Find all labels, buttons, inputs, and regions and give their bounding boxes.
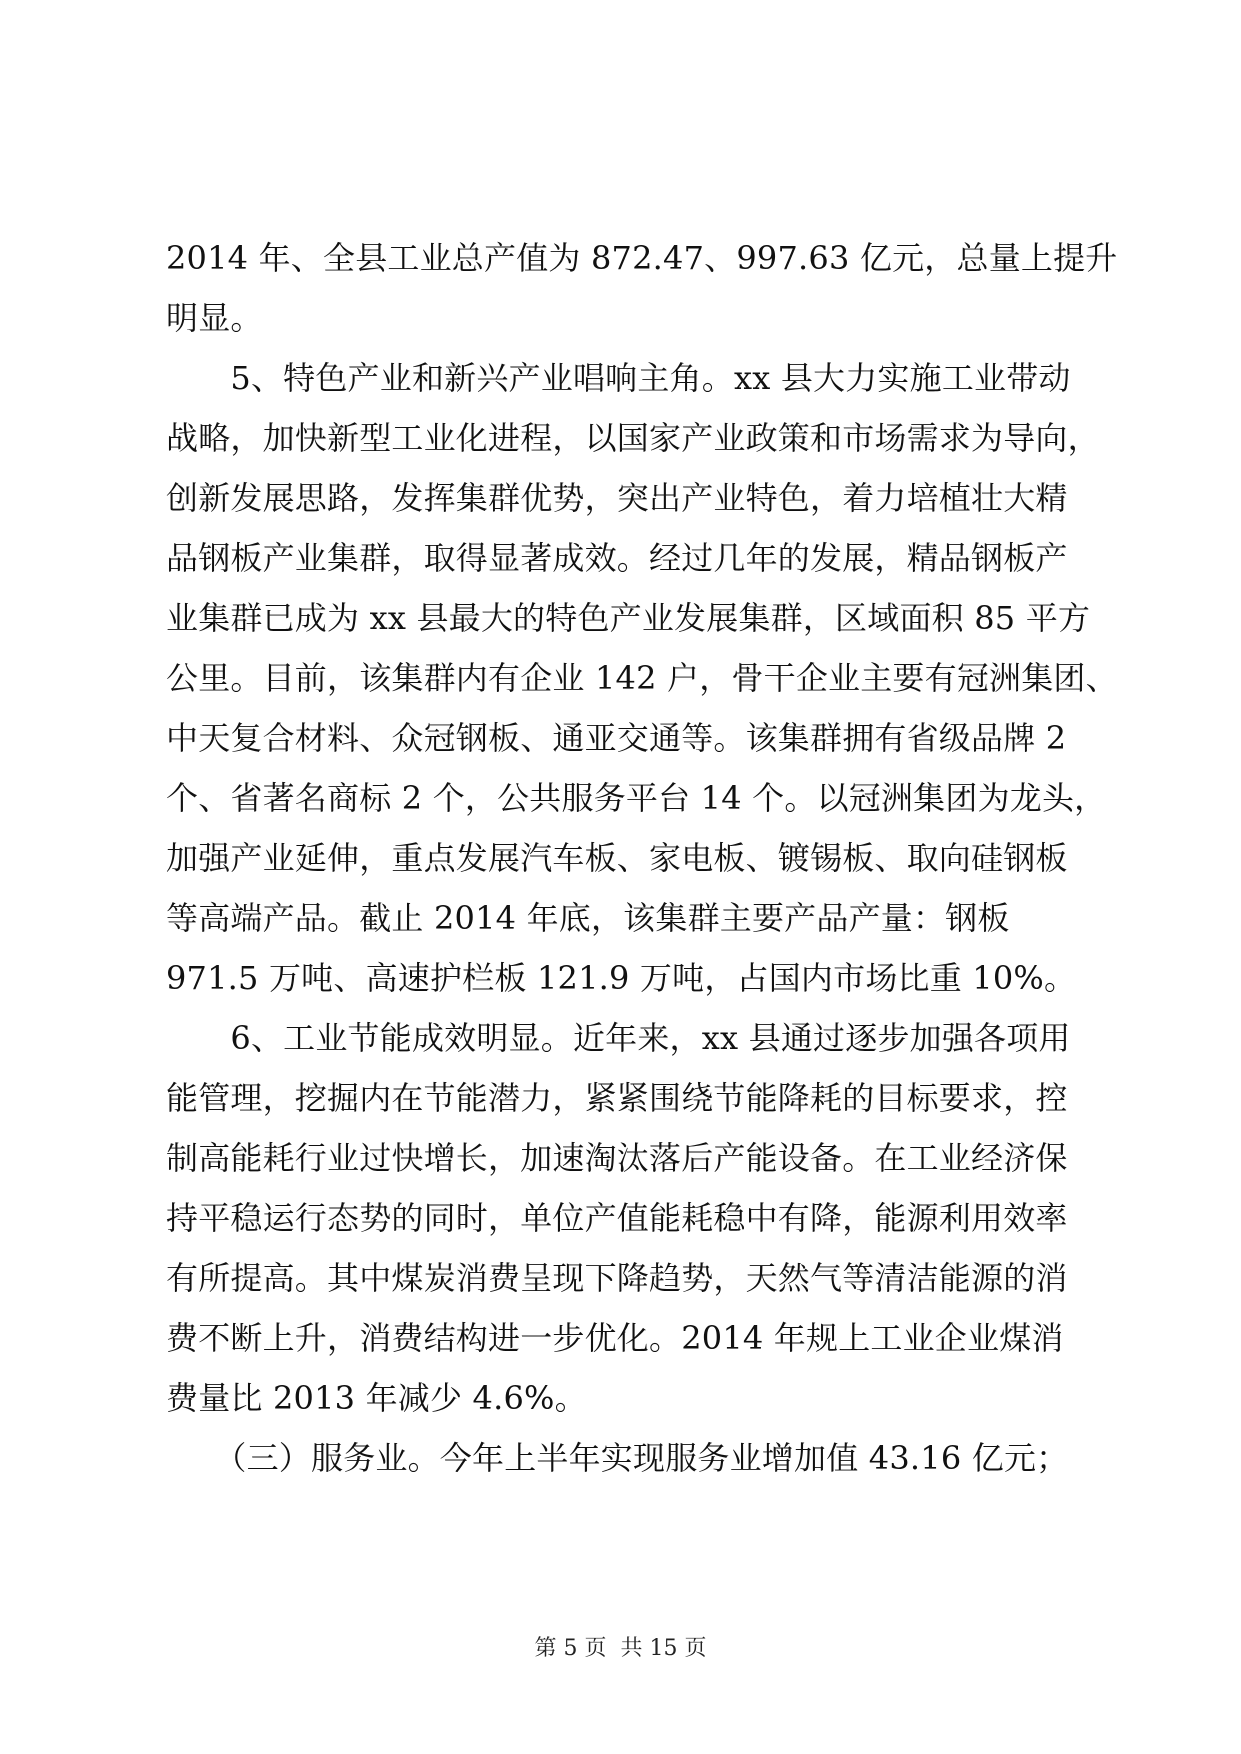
- text-line: 费量比 2013 年减少 4.6%。: [166, 1379, 587, 1417]
- text-line: 加强产业延伸，重点发展汽车板、家电板、镀锡板、取向硅钢板: [166, 839, 1068, 877]
- text-line: 971.5 万吨、高速护栏板 121.9 万吨，占国内市场比重 10%。: [166, 959, 1077, 997]
- text-line: 个、省著名商标 2 个，公共服务平台 14 个。以冠洲集团为龙头，: [166, 779, 1107, 817]
- paragraph-5-start: 5、特色产业和新兴产业唱响主角。xx 县大力实施工业带动: [166, 359, 1071, 397]
- text-line: 战略，加快新型工业化进程，以国家产业政策和市场需求为导向，: [166, 419, 1100, 457]
- text-line: 中天复合材料、众冠钢板、通亚交通等。该集群拥有省级品牌 2: [166, 719, 1067, 757]
- text-line: 能管理，挖掘内在节能潜力，紧紧围绕节能降耗的目标要求，控: [166, 1079, 1068, 1117]
- text-line: 明显。: [166, 299, 263, 337]
- text-line: 费不断上升，消费结构进一步优化。2014 年规上工业企业煤消: [166, 1319, 1064, 1357]
- text-line: 有所提高。其中煤炭消费呈现下降趋势，天然气等清洁能源的消: [166, 1259, 1068, 1297]
- text-line: 创新发展思路，发挥集群优势，突出产业特色，着力培植壮大精: [166, 479, 1068, 517]
- document-body: [166, 228, 1118, 1488]
- text-line: 2014 年、全县工业总产值为 872.47、997.63 亿元，总量上提升: [166, 239, 1118, 277]
- text-line: 持平稳运行态势的同时，单位产值能耗稳中有降，能源利用效率: [166, 1199, 1068, 1237]
- text-line: 公里。目前，该集群内有企业 142 户，骨干企业主要有冠洲集团、: [166, 659, 1118, 697]
- paragraph-6-start: 6、工业节能成效明显。近年来，xx 县通过逐步加强各项用: [166, 1019, 1071, 1057]
- page-number-footer: 第 5 页 共 15 页: [534, 1636, 707, 1661]
- text-line: 等高端产品。截止 2014 年底，该集群主要产品产量：钢板: [166, 899, 1010, 937]
- text-line: 品钢板产业集群，取得显著成效。经过几年的发展，精品钢板产: [166, 539, 1068, 577]
- text-line: 业集群已成为 xx 县最大的特色产业发展集群，区域面积 85 平方: [166, 599, 1091, 637]
- section-services-start: （三）服务业。今年上半年实现服务业增加值 43.16 亿元；: [166, 1439, 1069, 1477]
- text-line: 制高能耗行业过快增长，加速淘汰落后产能设备。在工业经济保: [166, 1139, 1068, 1177]
